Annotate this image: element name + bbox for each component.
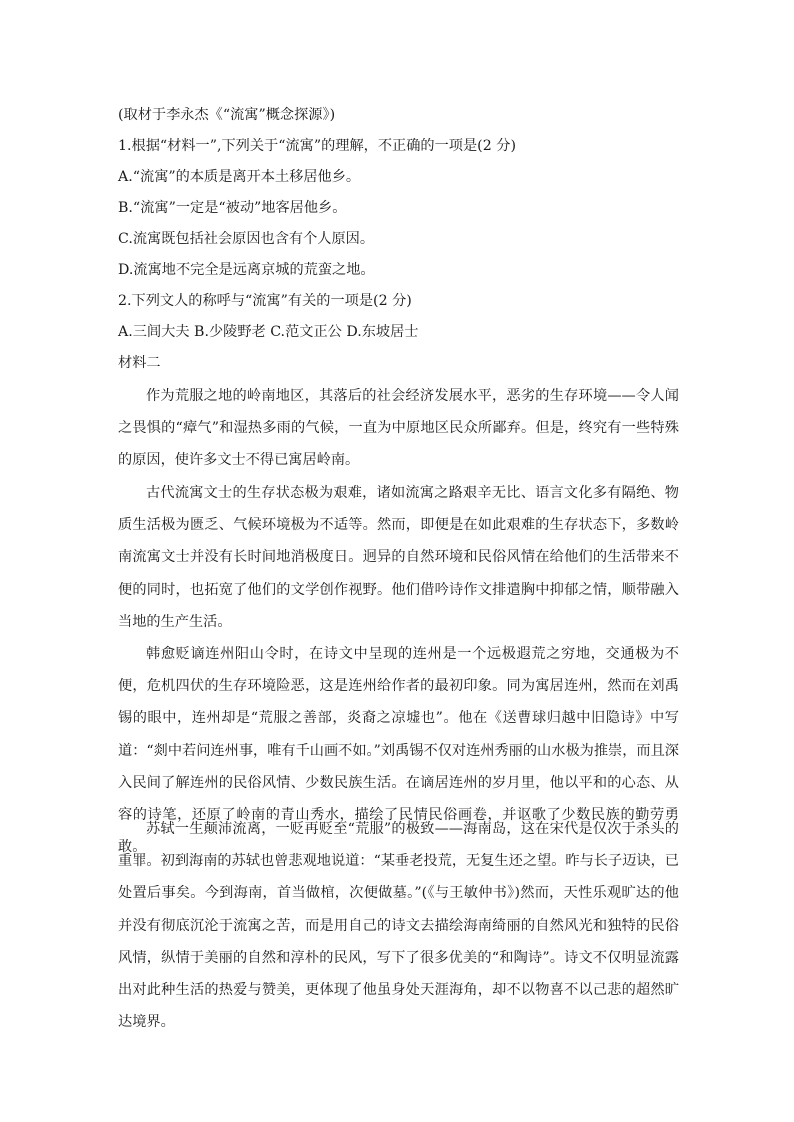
material-paragraph-1: 作为荒服之地的岭南地区，其落后的社会经济发展水平，恶劣的生存环境——令人闻之畏惧的“瘴气”和湿热多雨的气候，一直为中原地区民众所鄙弃。但是，终究有一些特殊的原因，使许多文士不得已寓居岭南。 xyxy=(118,388,679,469)
question-1-option-c: C.流寓既包括社会原因也含有个人原因。 xyxy=(118,231,375,247)
material-paragraph-2: 古代流寓文士的生存状态极为艰难，诸如流寓之路艰辛无比、语言文化多有隔绝、物质生活极为匮乏、气候环境极为不适等。然而，即便是在如此艰难的生存状态下，多数岭南流寓文士并没有长时间地消极度日。迥异的自然环境和民俗风情在给他们的生活带来不便的同时，也拓宽了他们的文学创作视野。他们借吟诗作文排遣胸中抑郁之情，顺带融入当地的生产生活。 xyxy=(118,485,679,630)
material-heading: 材料二 xyxy=(118,355,161,371)
question-1-option-a: A.“流寓”的本质是离开本土移居他乡。 xyxy=(118,169,361,185)
question-2-options: A.三闾大夫 B.少陵野老 C.范文正公 D.东坡居士 xyxy=(118,324,419,340)
question-1-option-b: B.“流寓”一定是“被动”地客居他乡。 xyxy=(118,200,347,216)
question-1-stem: 1.根据“材料一”,下列关于“流寓”的理解，不正确的一项是(2 分) xyxy=(118,138,516,154)
material-paragraph-3: 韩愈贬谪连州阳山令时，在诗文中呈现的连州是一个远极遐荒之穷地，交通极为不便，危机四伏的生存环境险恶，这是连州给作者的最初印象。同为寓居连州，然而在刘禹锡的眼中，连州却是“荒服之善部，炎裔之凉墟也”。他在《送曹球归越中旧隐诗》中写道：“剡中若问连州事，唯有千山画不如。”刘禹锡不仅对连州秀丽的山水极为推崇，而且深入民间了解连州的民俗风情、少数民族生活。在谪居连州的岁月里，他以平和的心态、从容的诗笔，还原了岭南的青山秀水，描绘了民情民俗画卷，并讴歌了少数民族的勤劳勇敢。 xyxy=(118,646,679,856)
material-paragraph-4: 苏轼一生颠沛流离，一贬再贬至“荒服”的极致——海南岛，这在宋代是仅次于杀头的重罪。初到海南的苏轼也曾悲观地说道：“某垂老投荒，无复生还之望。昨与长子迈诀，已处置后事矣。今到海南，首当做棺，次便做墓。”(《与王敏仲书》)然而，天性乐观旷达的他并没有彻底沉沦于流寓之苦，而是用自己的诗文去描绘海南绮丽的自然风光和独特的民俗风情，纵情于美丽的自然和淳朴的民风，写下了很多优美的“和陶诗”。诗文不仅明显流露出对此种生活的热爱与赞美，更体现了他虽身处天涯海角，却不以物喜不以己悲的超然旷达境界。 xyxy=(118,821,679,1031)
question-2-stem: 2.下列文人的称呼与“流寓”有关的一项是(2 分) xyxy=(118,293,412,309)
source-citation: (取材于李永杰《“流寓”概念探源》) xyxy=(118,107,336,123)
question-1-option-d: D.流寓地不完全是远离京城的荒蛮之地。 xyxy=(118,262,375,278)
